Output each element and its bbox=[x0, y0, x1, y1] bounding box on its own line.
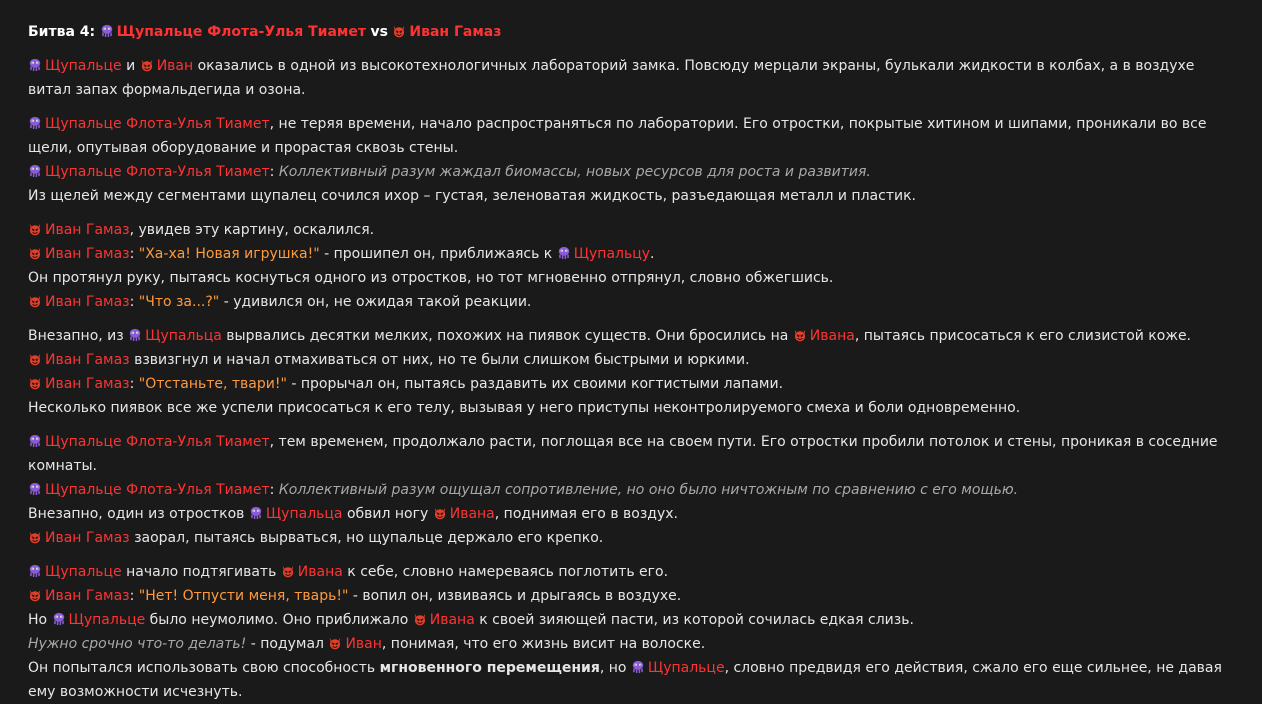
colon: : bbox=[129, 588, 135, 604]
devil-face-icon bbox=[413, 610, 427, 624]
paragraph bbox=[28, 218, 1234, 314]
narration-line: Несколько пиявок все же успели присосаться к его телу, вызывая у него приступы неконтролируемого смеха и боли одновременно. bbox=[28, 400, 1021, 416]
character-name: Ивана bbox=[429, 612, 475, 628]
narration-text: - прорычал он, пытаясь раздавить их своими когтистыми лапами. bbox=[291, 376, 784, 392]
character-name: Щупальце bbox=[647, 660, 725, 676]
narration-line bbox=[28, 218, 1234, 242]
narration-text: Но bbox=[28, 612, 48, 628]
quote-text: "Ха-ха! Новая игрушка!" bbox=[138, 246, 320, 262]
narration-line bbox=[28, 348, 1234, 372]
battle-title bbox=[28, 20, 1234, 44]
narration-text: , но bbox=[599, 660, 627, 676]
character-name: Щупальце Флота-Улья Тиамет bbox=[45, 116, 270, 132]
devil-face-icon bbox=[140, 56, 154, 70]
fighter2-name: Иван Гамаз bbox=[409, 24, 502, 40]
dialogue-line bbox=[28, 290, 1234, 314]
narration-text: , тем временем, продолжало расти, поглощая все на своем пути. Его отростки пробили потолок и стены, проникая в соседние комнаты. bbox=[28, 434, 1218, 474]
alien-monster-icon bbox=[28, 114, 42, 128]
paragraph bbox=[28, 560, 1234, 704]
thought-line bbox=[28, 160, 1234, 184]
dialogue-line bbox=[28, 242, 1234, 266]
character-name: Иван Гамаз bbox=[45, 246, 130, 262]
colon: : bbox=[129, 376, 135, 392]
narration-text: Внезапно, из bbox=[28, 328, 124, 344]
narration-text: взвизгнул и начал отмахиваться от них, но те были слишком быстрыми и юркими. bbox=[134, 352, 750, 368]
character-name: Иван Гамаз bbox=[45, 352, 130, 368]
narration-line bbox=[28, 608, 1234, 632]
narration-line: Он протянул руку, пытаясь коснуться одного из отростков, но тот мгновенно отпрянул, словно обжегшись. bbox=[28, 270, 834, 286]
punctuation: . bbox=[650, 246, 655, 262]
narration-text: , поднимая его в воздух. bbox=[494, 506, 678, 522]
colon: : bbox=[129, 246, 135, 262]
alien-monster-icon bbox=[28, 162, 42, 176]
narration-text: к себе, словно намереваясь поглотить его. bbox=[347, 564, 669, 580]
narration-line bbox=[28, 560, 1234, 584]
narration-text: , понимая, что его жизнь висит на волоске. bbox=[381, 636, 706, 652]
quote-text: "Нет! Отпусти меня, тварь!" bbox=[138, 588, 349, 604]
narration-text: , словно предвидя его действия, сжало его еще сильнее, не давая ему возможности исчезнуть. bbox=[28, 660, 1222, 700]
devil-face-icon bbox=[28, 220, 42, 234]
narration-text: - вопил он, извиваясь и дрыгаясь в воздухе. bbox=[352, 588, 682, 604]
devil-face-icon bbox=[28, 586, 42, 600]
paragraph bbox=[28, 112, 1234, 208]
alien-monster-icon bbox=[631, 658, 645, 672]
alien-monster-icon bbox=[249, 504, 263, 518]
quote-text: "Что за...?" bbox=[138, 294, 220, 310]
thought-line bbox=[28, 632, 1234, 656]
thought-text: Коллективный разум жаждал биомассы, новых ресурсов для роста и развития. bbox=[278, 164, 871, 180]
battle-number: Битва 4: bbox=[28, 24, 96, 40]
devil-face-icon bbox=[281, 562, 295, 576]
alien-monster-icon bbox=[52, 610, 66, 624]
narration-text: , увидев эту картину, оскалился. bbox=[129, 222, 375, 238]
alien-monster-icon bbox=[28, 432, 42, 446]
character-name: Щупальце bbox=[45, 58, 122, 74]
narration-text: Он попытался использовать свою способность bbox=[28, 660, 376, 676]
alien-monster-icon bbox=[557, 244, 571, 258]
thought-line bbox=[28, 478, 1234, 502]
character-name: Щупальце bbox=[68, 612, 146, 628]
alien-monster-icon bbox=[28, 562, 42, 576]
narration-line bbox=[28, 324, 1234, 348]
devil-face-icon bbox=[392, 22, 406, 36]
narration-text: , не теряя времени, начало распространяться по лаборатории. Его отростки, покрытые хитином и шипами, проникали во все щели, опутывая оборудование и прорастая сквозь стены. bbox=[28, 116, 1207, 156]
alien-monster-icon bbox=[28, 480, 42, 494]
dialogue-line bbox=[28, 372, 1234, 396]
narration-text: , пытаясь присосаться к его слизистой коже. bbox=[854, 328, 1192, 344]
narration-line bbox=[28, 526, 1234, 550]
character-name: Иван Гамаз bbox=[45, 588, 130, 604]
alien-monster-icon bbox=[100, 22, 114, 36]
character-name: Иван bbox=[345, 636, 382, 652]
character-name: Щупальце bbox=[45, 564, 122, 580]
devil-face-icon bbox=[28, 292, 42, 306]
narration-text: обвил ногу bbox=[346, 506, 429, 522]
paragraph bbox=[28, 430, 1234, 550]
character-name: Иван Гамаз bbox=[45, 376, 130, 392]
devil-face-icon bbox=[28, 350, 42, 364]
character-name: Щупальца bbox=[145, 328, 222, 344]
colon: : bbox=[129, 294, 135, 310]
character-name: Иван Гамаз bbox=[45, 294, 130, 310]
character-name: Иван bbox=[156, 58, 194, 74]
quote-text: "Отстаньте, твари!" bbox=[138, 376, 287, 392]
character-name: Щупальце Флота-Улья Тиамет bbox=[45, 164, 270, 180]
paragraph bbox=[28, 324, 1234, 420]
character-name: Ивана bbox=[809, 328, 855, 344]
character-name: Щупальце Флота-Улья Тиамет bbox=[45, 434, 270, 450]
character-name: Ивана bbox=[449, 506, 495, 522]
character-name: Щупальцу bbox=[573, 246, 651, 262]
narration-text: к своей зияющей пасти, из которой сочилась едкая слизь. bbox=[479, 612, 914, 628]
devil-face-icon bbox=[433, 504, 447, 518]
devil-face-icon bbox=[328, 634, 342, 648]
narration-line: Из щелей между сегментами щупалец сочился ихор – густая, зеленоватая жидкость, разъедающая металл и пластик. bbox=[28, 188, 916, 204]
ability-name: мгновенного перемещения bbox=[379, 660, 600, 676]
dialogue-line bbox=[28, 584, 1234, 608]
character-name: Щупальце Флота-Улья Тиамет bbox=[45, 482, 270, 498]
narration-text: - удивился он, не ожидая такой реакции. bbox=[223, 294, 532, 310]
narration-text: оказались в одной из высокотехнологичных лабораторий замка. Повсюду мерцали экраны, булькали жидкости в колбах, а в воздухе витал запах формальдегида и озона. bbox=[28, 58, 1195, 98]
thought-text: Нужно срочно что-то делать! bbox=[28, 636, 247, 652]
colon: : bbox=[269, 164, 275, 180]
narration-line bbox=[28, 54, 1234, 102]
alien-monster-icon bbox=[128, 326, 142, 340]
character-name: Ивана bbox=[297, 564, 343, 580]
narration-line bbox=[28, 656, 1234, 704]
character-name: Иван Гамаз bbox=[45, 222, 130, 238]
narration-text: было неумолимо. Оно приближало bbox=[149, 612, 409, 628]
devil-face-icon bbox=[28, 528, 42, 542]
fighter1-name: Щупальце Флота-Улья Тиамет bbox=[116, 24, 366, 40]
narration-text: заорал, пытаясь вырваться, но щупальце держало его крепко. bbox=[134, 530, 604, 546]
narration-text: вырвались десятки мелких, похожих на пиявок существ. Они бросились на bbox=[226, 328, 789, 344]
narration-line bbox=[28, 112, 1234, 160]
devil-face-icon bbox=[28, 374, 42, 388]
devil-face-icon bbox=[28, 244, 42, 258]
narration-line bbox=[28, 430, 1234, 478]
narration-text: и bbox=[126, 58, 136, 74]
thought-text: Коллективный разум ощущал сопротивление, но оно было ничтожным по сравнению с его мощью. bbox=[278, 482, 1019, 498]
alien-monster-icon bbox=[28, 56, 42, 70]
vs-label: vs bbox=[370, 24, 388, 40]
narration-text: начало подтягивать bbox=[126, 564, 277, 580]
devil-face-icon bbox=[793, 326, 807, 340]
narration-line bbox=[28, 502, 1234, 526]
narration-text: - подумал bbox=[250, 636, 324, 652]
narration-text: Внезапно, один из отростков bbox=[28, 506, 245, 522]
colon: : bbox=[269, 482, 275, 498]
narration-text: - прошипел он, приближаясь к bbox=[324, 246, 553, 262]
character-name: Иван Гамаз bbox=[45, 530, 130, 546]
character-name: Щупальца bbox=[265, 506, 343, 522]
